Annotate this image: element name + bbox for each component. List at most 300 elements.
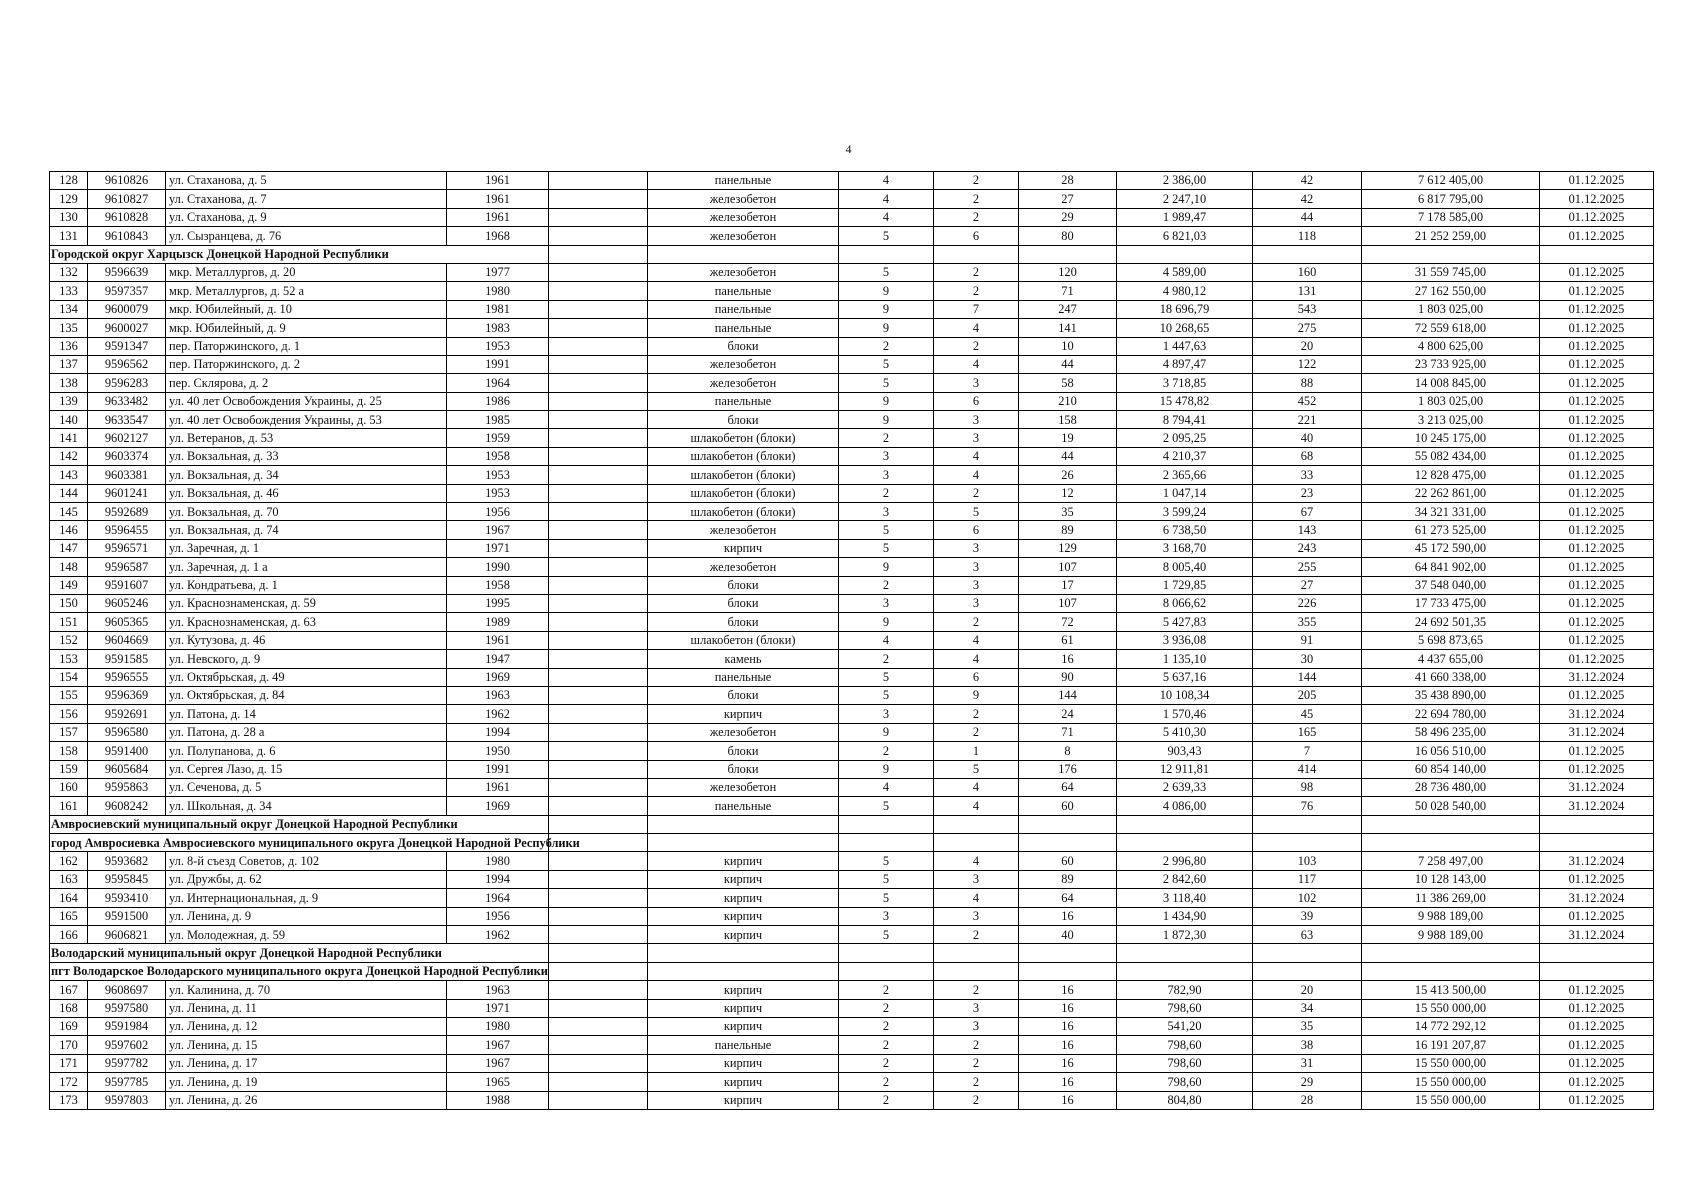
house-id-cell: 9591347 <box>88 337 166 355</box>
wall-material-cell: железобетон <box>648 208 839 226</box>
apartments-cell: 60 <box>1019 852 1117 870</box>
house-id-cell: 9596587 <box>88 558 166 576</box>
wall-material-cell: кирпич <box>648 870 839 888</box>
year-built-cell: 1980 <box>447 282 549 300</box>
table-row <box>50 392 1654 410</box>
residents-cell: 68 <box>1253 447 1362 465</box>
wall-material-cell: блоки <box>648 613 839 631</box>
table-row <box>50 926 1654 944</box>
area-cell: 1 047,14 <box>1117 484 1253 502</box>
area-cell: 1 872,30 <box>1117 926 1253 944</box>
wall-material-cell: шлакобетон (блоки) <box>648 503 839 521</box>
entrances-cell: 2 <box>934 1036 1019 1054</box>
blank-cell <box>549 650 648 668</box>
empty-cell <box>934 944 1019 962</box>
entrances-cell: 2 <box>934 1054 1019 1072</box>
area-cell: 5 410,30 <box>1117 723 1253 741</box>
blank-cell <box>549 429 648 447</box>
row-number-cell: 165 <box>50 907 88 925</box>
deadline-cell: 01.12.2025 <box>1540 227 1654 245</box>
blank-cell <box>549 1073 648 1091</box>
wall-material-cell: шлакобетон (блоки) <box>648 429 839 447</box>
area-cell: 2 842,60 <box>1117 870 1253 888</box>
residents-cell: 28 <box>1253 1091 1362 1109</box>
address-cell: ул. Стаханова, д. 7 <box>166 190 447 208</box>
area-cell: 2 365,66 <box>1117 466 1253 484</box>
row-number-cell: 150 <box>50 594 88 612</box>
house-id-cell: 9596639 <box>88 263 166 281</box>
entrances-cell: 6 <box>934 668 1019 686</box>
house-id-cell: 9593410 <box>88 889 166 907</box>
row-number-cell: 148 <box>50 558 88 576</box>
table-row <box>50 484 1654 502</box>
page-number: 4 <box>845 142 852 156</box>
entrances-cell: 3 <box>934 429 1019 447</box>
table-row <box>50 668 1654 686</box>
floors-cell: 2 <box>839 742 934 760</box>
address-cell: ул. Краснознаменская, д. 63 <box>166 613 447 631</box>
floors-cell: 2 <box>839 1054 934 1072</box>
apartments-cell: 16 <box>1019 981 1117 999</box>
year-built-cell: 1977 <box>447 263 549 281</box>
apartments-cell: 80 <box>1019 227 1117 245</box>
area-cell: 3 599,24 <box>1117 503 1253 521</box>
residents-cell: 98 <box>1253 778 1362 796</box>
empty-cell <box>1362 815 1540 833</box>
residents-cell: 452 <box>1253 392 1362 410</box>
empty-cell <box>1253 962 1362 980</box>
blank-cell <box>549 319 648 337</box>
empty-cell <box>1362 944 1540 962</box>
area-cell: 1 570,46 <box>1117 705 1253 723</box>
table-row <box>50 521 1654 539</box>
deadline-cell: 01.12.2025 <box>1540 631 1654 649</box>
empty-cell <box>839 962 934 980</box>
cost-cell: 41 660 338,00 <box>1362 668 1540 686</box>
deadline-cell: 01.12.2025 <box>1540 650 1654 668</box>
blank-cell <box>549 981 648 999</box>
blank-cell <box>549 742 648 760</box>
residents-cell: 355 <box>1253 613 1362 631</box>
year-built-cell: 1969 <box>447 668 549 686</box>
year-built-cell: 1958 <box>447 447 549 465</box>
blank-cell <box>549 208 648 226</box>
blank-cell <box>549 576 648 594</box>
residents-cell: 39 <box>1253 907 1362 925</box>
deadline-cell: 31.12.2024 <box>1540 889 1654 907</box>
cost-cell: 60 854 140,00 <box>1362 760 1540 778</box>
wall-material-cell: кирпич <box>648 852 839 870</box>
apartments-cell: 141 <box>1019 319 1117 337</box>
empty-cell <box>1540 834 1654 852</box>
blank-cell <box>549 263 648 281</box>
area-cell: 4 086,00 <box>1117 797 1253 815</box>
deadline-cell: 01.12.2025 <box>1540 907 1654 925</box>
year-built-cell: 1963 <box>447 981 549 999</box>
apartments-cell: 210 <box>1019 392 1117 410</box>
blank-cell <box>549 797 648 815</box>
row-number-cell: 137 <box>50 355 88 373</box>
cost-cell: 58 496 235,00 <box>1362 723 1540 741</box>
house-id-cell: 9597602 <box>88 1036 166 1054</box>
address-cell: ул. Вокзальная, д. 33 <box>166 447 447 465</box>
apartments-cell: 64 <box>1019 889 1117 907</box>
entrances-cell: 3 <box>934 374 1019 392</box>
residents-cell: 118 <box>1253 227 1362 245</box>
floors-cell: 2 <box>839 981 934 999</box>
apartments-cell: 12 <box>1019 484 1117 502</box>
floors-cell: 3 <box>839 447 934 465</box>
table-row <box>50 1073 1654 1091</box>
deadline-cell: 31.12.2024 <box>1540 797 1654 815</box>
area-cell: 8 794,41 <box>1117 411 1253 429</box>
year-built-cell: 1958 <box>447 576 549 594</box>
year-built-cell: 1953 <box>447 466 549 484</box>
blank-cell <box>549 190 648 208</box>
row-number-cell: 134 <box>50 300 88 318</box>
empty-cell <box>648 834 839 852</box>
house-id-cell: 9610827 <box>88 190 166 208</box>
cost-cell: 22 694 780,00 <box>1362 705 1540 723</box>
address-cell: ул. Октябрьская, д. 84 <box>166 686 447 704</box>
residents-cell: 543 <box>1253 300 1362 318</box>
entrances-cell: 3 <box>934 907 1019 925</box>
row-number-cell: 149 <box>50 576 88 594</box>
cost-cell: 35 438 890,00 <box>1362 686 1540 704</box>
blank-cell <box>549 1054 648 1072</box>
floors-cell: 3 <box>839 503 934 521</box>
deadline-cell: 01.12.2025 <box>1540 742 1654 760</box>
section-title: Володарский муниципальный округ Донецкой Народной Республики <box>50 944 549 962</box>
blank-cell <box>549 594 648 612</box>
residents-cell: 29 <box>1253 1073 1362 1091</box>
wall-material-cell: панельные <box>648 392 839 410</box>
table-row <box>50 705 1654 723</box>
address-cell: пер. Паторжинского, д. 1 <box>166 337 447 355</box>
blank-cell <box>549 778 648 796</box>
year-built-cell: 1956 <box>447 503 549 521</box>
cost-cell: 34 321 331,00 <box>1362 503 1540 521</box>
entrances-cell: 7 <box>934 300 1019 318</box>
area-cell: 798,60 <box>1117 1036 1253 1054</box>
empty-cell <box>1117 834 1253 852</box>
apartments-cell: 8 <box>1019 742 1117 760</box>
entrances-cell: 4 <box>934 355 1019 373</box>
deadline-cell: 01.12.2025 <box>1540 282 1654 300</box>
cost-cell: 1 803 025,00 <box>1362 392 1540 410</box>
entrances-cell: 1 <box>934 742 1019 760</box>
deadline-cell: 01.12.2025 <box>1540 594 1654 612</box>
apartments-cell: 120 <box>1019 263 1117 281</box>
cost-cell: 10 128 143,00 <box>1362 870 1540 888</box>
deadline-cell: 31.12.2024 <box>1540 668 1654 686</box>
deadline-cell: 01.12.2025 <box>1540 355 1654 373</box>
table-row <box>50 172 1654 190</box>
residents-cell: 67 <box>1253 503 1362 521</box>
deadline-cell: 01.12.2025 <box>1540 374 1654 392</box>
blank-cell <box>549 539 648 557</box>
apartments-cell: 144 <box>1019 686 1117 704</box>
wall-material-cell: кирпич <box>648 981 839 999</box>
house-id-cell: 9603374 <box>88 447 166 465</box>
area-cell: 1 447,63 <box>1117 337 1253 355</box>
floors-cell: 3 <box>839 594 934 612</box>
row-number-cell: 169 <box>50 1017 88 1035</box>
section-header-row <box>50 944 1654 962</box>
apartments-cell: 26 <box>1019 466 1117 484</box>
wall-material-cell: панельные <box>648 1036 839 1054</box>
empty-cell <box>648 815 839 833</box>
address-cell: ул. Заречная, д. 1 <box>166 539 447 557</box>
apartments-cell: 16 <box>1019 1091 1117 1109</box>
deadline-cell: 31.12.2024 <box>1540 926 1654 944</box>
empty-cell <box>839 815 934 833</box>
year-built-cell: 1953 <box>447 337 549 355</box>
address-cell: ул. Дружбы, д. 62 <box>166 870 447 888</box>
year-built-cell: 1980 <box>447 1017 549 1035</box>
table-row <box>50 650 1654 668</box>
wall-material-cell: блоки <box>648 411 839 429</box>
year-built-cell: 1964 <box>447 889 549 907</box>
row-number-cell: 145 <box>50 503 88 521</box>
area-cell: 5 637,16 <box>1117 668 1253 686</box>
year-built-cell: 1994 <box>447 870 549 888</box>
address-cell: мкр. Юбилейный, д. 9 <box>166 319 447 337</box>
table-row <box>50 797 1654 815</box>
entrances-cell: 5 <box>934 503 1019 521</box>
empty-cell <box>934 815 1019 833</box>
cost-cell: 6 817 795,00 <box>1362 190 1540 208</box>
wall-material-cell: блоки <box>648 337 839 355</box>
house-id-cell: 9593682 <box>88 852 166 870</box>
row-number-cell: 151 <box>50 613 88 631</box>
apartments-cell: 58 <box>1019 374 1117 392</box>
empty-cell <box>1019 815 1117 833</box>
deadline-cell: 31.12.2024 <box>1540 778 1654 796</box>
table-row <box>50 411 1654 429</box>
section-title: пгт Володарское Володарского муниципального округа Донецкой Народной Республики <box>50 962 549 980</box>
section-header-row <box>50 815 1654 833</box>
entrances-cell: 4 <box>934 466 1019 484</box>
wall-material-cell: шлакобетон (блоки) <box>648 631 839 649</box>
wall-material-cell: кирпич <box>648 889 839 907</box>
house-id-cell: 9595845 <box>88 870 166 888</box>
house-id-cell: 9591984 <box>88 1017 166 1035</box>
section-title: Городской округ Харцызск Донецкой Народной Республики <box>50 245 549 263</box>
empty-cell <box>549 944 648 962</box>
residents-cell: 31 <box>1253 1054 1362 1072</box>
row-number-cell: 164 <box>50 889 88 907</box>
floors-cell: 5 <box>839 227 934 245</box>
residents-cell: 131 <box>1253 282 1362 300</box>
apartments-cell: 89 <box>1019 870 1117 888</box>
floors-cell: 9 <box>839 613 934 631</box>
row-number-cell: 159 <box>50 760 88 778</box>
residents-cell: 27 <box>1253 576 1362 594</box>
row-number-cell: 160 <box>50 778 88 796</box>
blank-cell <box>549 227 648 245</box>
deadline-cell: 01.12.2025 <box>1540 337 1654 355</box>
deadline-cell: 31.12.2024 <box>1540 705 1654 723</box>
blank-cell <box>549 411 648 429</box>
blank-cell <box>549 447 648 465</box>
table-row <box>50 282 1654 300</box>
blank-cell <box>549 1017 648 1035</box>
cost-cell: 15 550 000,00 <box>1362 1073 1540 1091</box>
house-id-cell: 9605684 <box>88 760 166 778</box>
house-id-cell: 9601241 <box>88 484 166 502</box>
row-number-cell: 166 <box>50 926 88 944</box>
address-cell: ул. Ленина, д. 12 <box>166 1017 447 1035</box>
cost-cell: 16 191 207,87 <box>1362 1036 1540 1054</box>
area-cell: 3 936,08 <box>1117 631 1253 649</box>
wall-material-cell: шлакобетон (блоки) <box>648 466 839 484</box>
area-cell: 2 996,80 <box>1117 852 1253 870</box>
empty-cell <box>934 962 1019 980</box>
row-number-cell: 136 <box>50 337 88 355</box>
year-built-cell: 1962 <box>447 926 549 944</box>
empty-cell <box>549 962 648 980</box>
table-row <box>50 723 1654 741</box>
table-row <box>50 447 1654 465</box>
cost-cell: 24 692 501,35 <box>1362 613 1540 631</box>
cost-cell: 15 550 000,00 <box>1362 1054 1540 1072</box>
residents-cell: 20 <box>1253 337 1362 355</box>
residents-cell: 143 <box>1253 521 1362 539</box>
apartments-cell: 61 <box>1019 631 1117 649</box>
entrances-cell: 2 <box>934 337 1019 355</box>
house-id-cell: 9603381 <box>88 466 166 484</box>
entrances-cell: 2 <box>934 484 1019 502</box>
address-cell: ул. 8-й съезд Советов, д. 102 <box>166 852 447 870</box>
apartments-cell: 107 <box>1019 594 1117 612</box>
residents-cell: 243 <box>1253 539 1362 557</box>
address-cell: ул. Полупанова, д. 6 <box>166 742 447 760</box>
house-id-cell: 9595863 <box>88 778 166 796</box>
blank-cell <box>549 521 648 539</box>
address-cell: пер. Паторжинского, д. 2 <box>166 355 447 373</box>
year-built-cell: 1964 <box>447 374 549 392</box>
deadline-cell: 01.12.2025 <box>1540 613 1654 631</box>
residents-cell: 226 <box>1253 594 1362 612</box>
deadline-cell: 01.12.2025 <box>1540 870 1654 888</box>
entrances-cell: 3 <box>934 999 1019 1017</box>
floors-cell: 2 <box>839 1073 934 1091</box>
deadline-cell: 01.12.2025 <box>1540 576 1654 594</box>
house-id-cell: 9600079 <box>88 300 166 318</box>
deadline-cell: 01.12.2025 <box>1540 1036 1654 1054</box>
blank-cell <box>549 558 648 576</box>
wall-material-cell: панельные <box>648 282 839 300</box>
residents-cell: 122 <box>1253 355 1362 373</box>
entrances-cell: 3 <box>934 558 1019 576</box>
row-number-cell: 139 <box>50 392 88 410</box>
empty-cell <box>1019 944 1117 962</box>
cost-cell: 1 803 025,00 <box>1362 300 1540 318</box>
address-cell: ул. Вокзальная, д. 74 <box>166 521 447 539</box>
empty-cell <box>1540 815 1654 833</box>
residents-cell: 103 <box>1253 852 1362 870</box>
residents-cell: 275 <box>1253 319 1362 337</box>
row-number-cell: 129 <box>50 190 88 208</box>
house-id-cell: 9592689 <box>88 503 166 521</box>
wall-material-cell: кирпич <box>648 1054 839 1072</box>
area-cell: 798,60 <box>1117 999 1253 1017</box>
year-built-cell: 1961 <box>447 208 549 226</box>
apartments-cell: 16 <box>1019 650 1117 668</box>
house-id-cell: 9596571 <box>88 539 166 557</box>
house-id-cell: 9633482 <box>88 392 166 410</box>
empty-cell <box>1540 245 1654 263</box>
address-cell: мкр. Металлургов, д. 52 а <box>166 282 447 300</box>
apartments-cell: 60 <box>1019 797 1117 815</box>
blank-cell <box>549 484 648 502</box>
area-cell: 1 729,85 <box>1117 576 1253 594</box>
cost-cell: 9 988 189,00 <box>1362 907 1540 925</box>
deadline-cell: 01.12.2025 <box>1540 392 1654 410</box>
empty-cell <box>1019 834 1117 852</box>
deadline-cell: 01.12.2025 <box>1540 1091 1654 1109</box>
cost-cell: 64 841 902,00 <box>1362 558 1540 576</box>
wall-material-cell: кирпич <box>648 926 839 944</box>
blank-cell <box>549 1091 648 1109</box>
floors-cell: 9 <box>839 558 934 576</box>
table-row <box>50 981 1654 999</box>
table-row <box>50 852 1654 870</box>
entrances-cell: 3 <box>934 539 1019 557</box>
floors-cell: 9 <box>839 760 934 778</box>
house-id-cell: 9600027 <box>88 319 166 337</box>
wall-material-cell: кирпич <box>648 1091 839 1109</box>
house-id-cell: 9610828 <box>88 208 166 226</box>
floors-cell: 5 <box>839 889 934 907</box>
row-number-cell: 135 <box>50 319 88 337</box>
house-id-cell: 9597785 <box>88 1073 166 1091</box>
table-row <box>50 1054 1654 1072</box>
address-cell: ул. Калинина, д. 70 <box>166 981 447 999</box>
area-cell: 5 427,83 <box>1117 613 1253 631</box>
house-id-cell: 9596455 <box>88 521 166 539</box>
floors-cell: 9 <box>839 411 934 429</box>
table-row <box>50 503 1654 521</box>
house-id-cell: 9608242 <box>88 797 166 815</box>
year-built-cell: 1968 <box>447 227 549 245</box>
cost-cell: 14 008 845,00 <box>1362 374 1540 392</box>
cost-cell: 17 733 475,00 <box>1362 594 1540 612</box>
house-id-cell: 9596580 <box>88 723 166 741</box>
area-cell: 3 118,40 <box>1117 889 1253 907</box>
section-header-row <box>50 962 1654 980</box>
deadline-cell: 01.12.2025 <box>1540 999 1654 1017</box>
area-cell: 2 386,00 <box>1117 172 1253 190</box>
wall-material-cell: панельные <box>648 797 839 815</box>
table-row <box>50 907 1654 925</box>
address-cell: ул. Стаханова, д. 9 <box>166 208 447 226</box>
floors-cell: 2 <box>839 999 934 1017</box>
cost-cell: 37 548 040,00 <box>1362 576 1540 594</box>
area-cell: 4 897,47 <box>1117 355 1253 373</box>
empty-cell <box>648 944 839 962</box>
area-cell: 1 135,10 <box>1117 650 1253 668</box>
deadline-cell: 31.12.2024 <box>1540 723 1654 741</box>
table-row <box>50 227 1654 245</box>
apartments-cell: 27 <box>1019 190 1117 208</box>
year-built-cell: 1965 <box>447 1073 549 1091</box>
wall-material-cell: кирпич <box>648 999 839 1017</box>
empty-cell <box>934 834 1019 852</box>
wall-material-cell: железобетон <box>648 778 839 796</box>
deadline-cell: 01.12.2025 <box>1540 1017 1654 1035</box>
